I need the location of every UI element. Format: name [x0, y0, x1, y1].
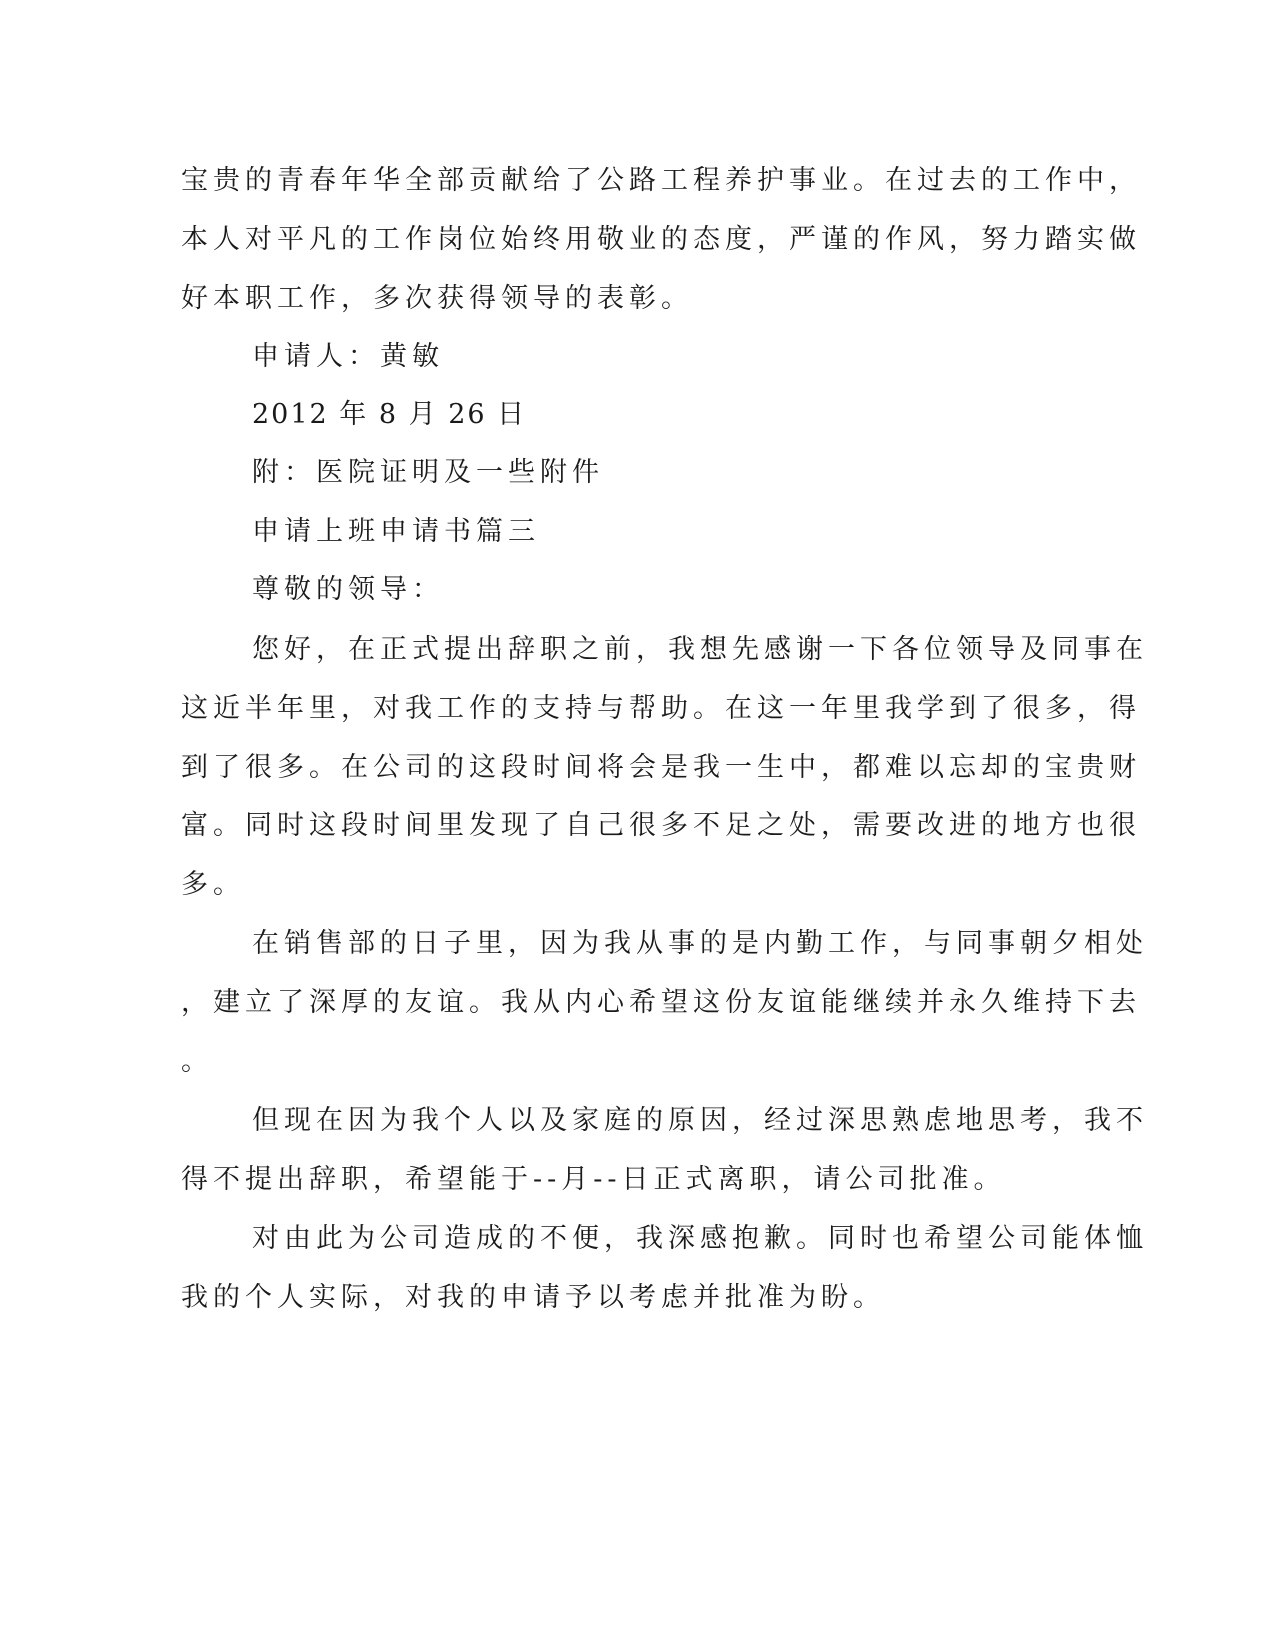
date-line: 2012 年 8 月 26 日 — [252, 399, 527, 430]
paragraph-line: 您好，在正式提出辞职之前，我想先感谢一下各位领导及同事在 — [252, 634, 1148, 665]
attachment-line: 附：医院证明及一些附件 — [252, 457, 604, 488]
paragraph-line: 宝贵的青春年华全部贡献给了公路工程养护事业。在过去的工作中， — [181, 165, 1141, 196]
paragraph-line: 对由此为公司造成的不便，我深感抱歉。同时也希望公司能体恤 — [252, 1223, 1148, 1254]
paragraph-line: 得不提出辞职，希望能于--月--日正式离职，请公司批准。 — [181, 1164, 1006, 1195]
section-title: 申请上班申请书篇三 — [252, 516, 540, 547]
paragraph-line: 我的个人实际，对我的申请予以考虑并批准为盼。 — [181, 1282, 885, 1313]
paragraph-line: 但现在因为我个人以及家庭的原因，经过深思熟虑地思考，我不 — [252, 1105, 1148, 1136]
paragraph-line: 本人对平凡的工作岗位始终用敬业的态度，严谨的作风，努力踏实做 — [181, 224, 1141, 255]
paragraph-line: 。 — [181, 1046, 213, 1077]
paragraph-line: 多。 — [181, 869, 245, 900]
paragraph-line: 富。同时这段时间里发现了自己很多不足之处，需要改进的地方也很 — [181, 810, 1141, 841]
paragraph-line: ，建立了深厚的友谊。我从内心希望这份友谊能继续并永久维持下去 — [181, 987, 1141, 1018]
salutation: 尊敬的领导： — [252, 574, 444, 605]
paragraph-line: 到了很多。在公司的这段时间将会是我一生中，都难以忘却的宝贵财 — [181, 752, 1141, 783]
applicant-line: 申请人：黄敏 — [252, 341, 444, 372]
paragraph-line: 在销售部的日子里，因为我从事的是内勤工作，与同事朝夕相处 — [252, 928, 1148, 959]
paragraph-line: 好本职工作，多次获得领导的表彰。 — [181, 283, 693, 314]
paragraph-line: 这近半年里，对我工作的支持与帮助。在这一年里我学到了很多，得 — [181, 693, 1141, 724]
